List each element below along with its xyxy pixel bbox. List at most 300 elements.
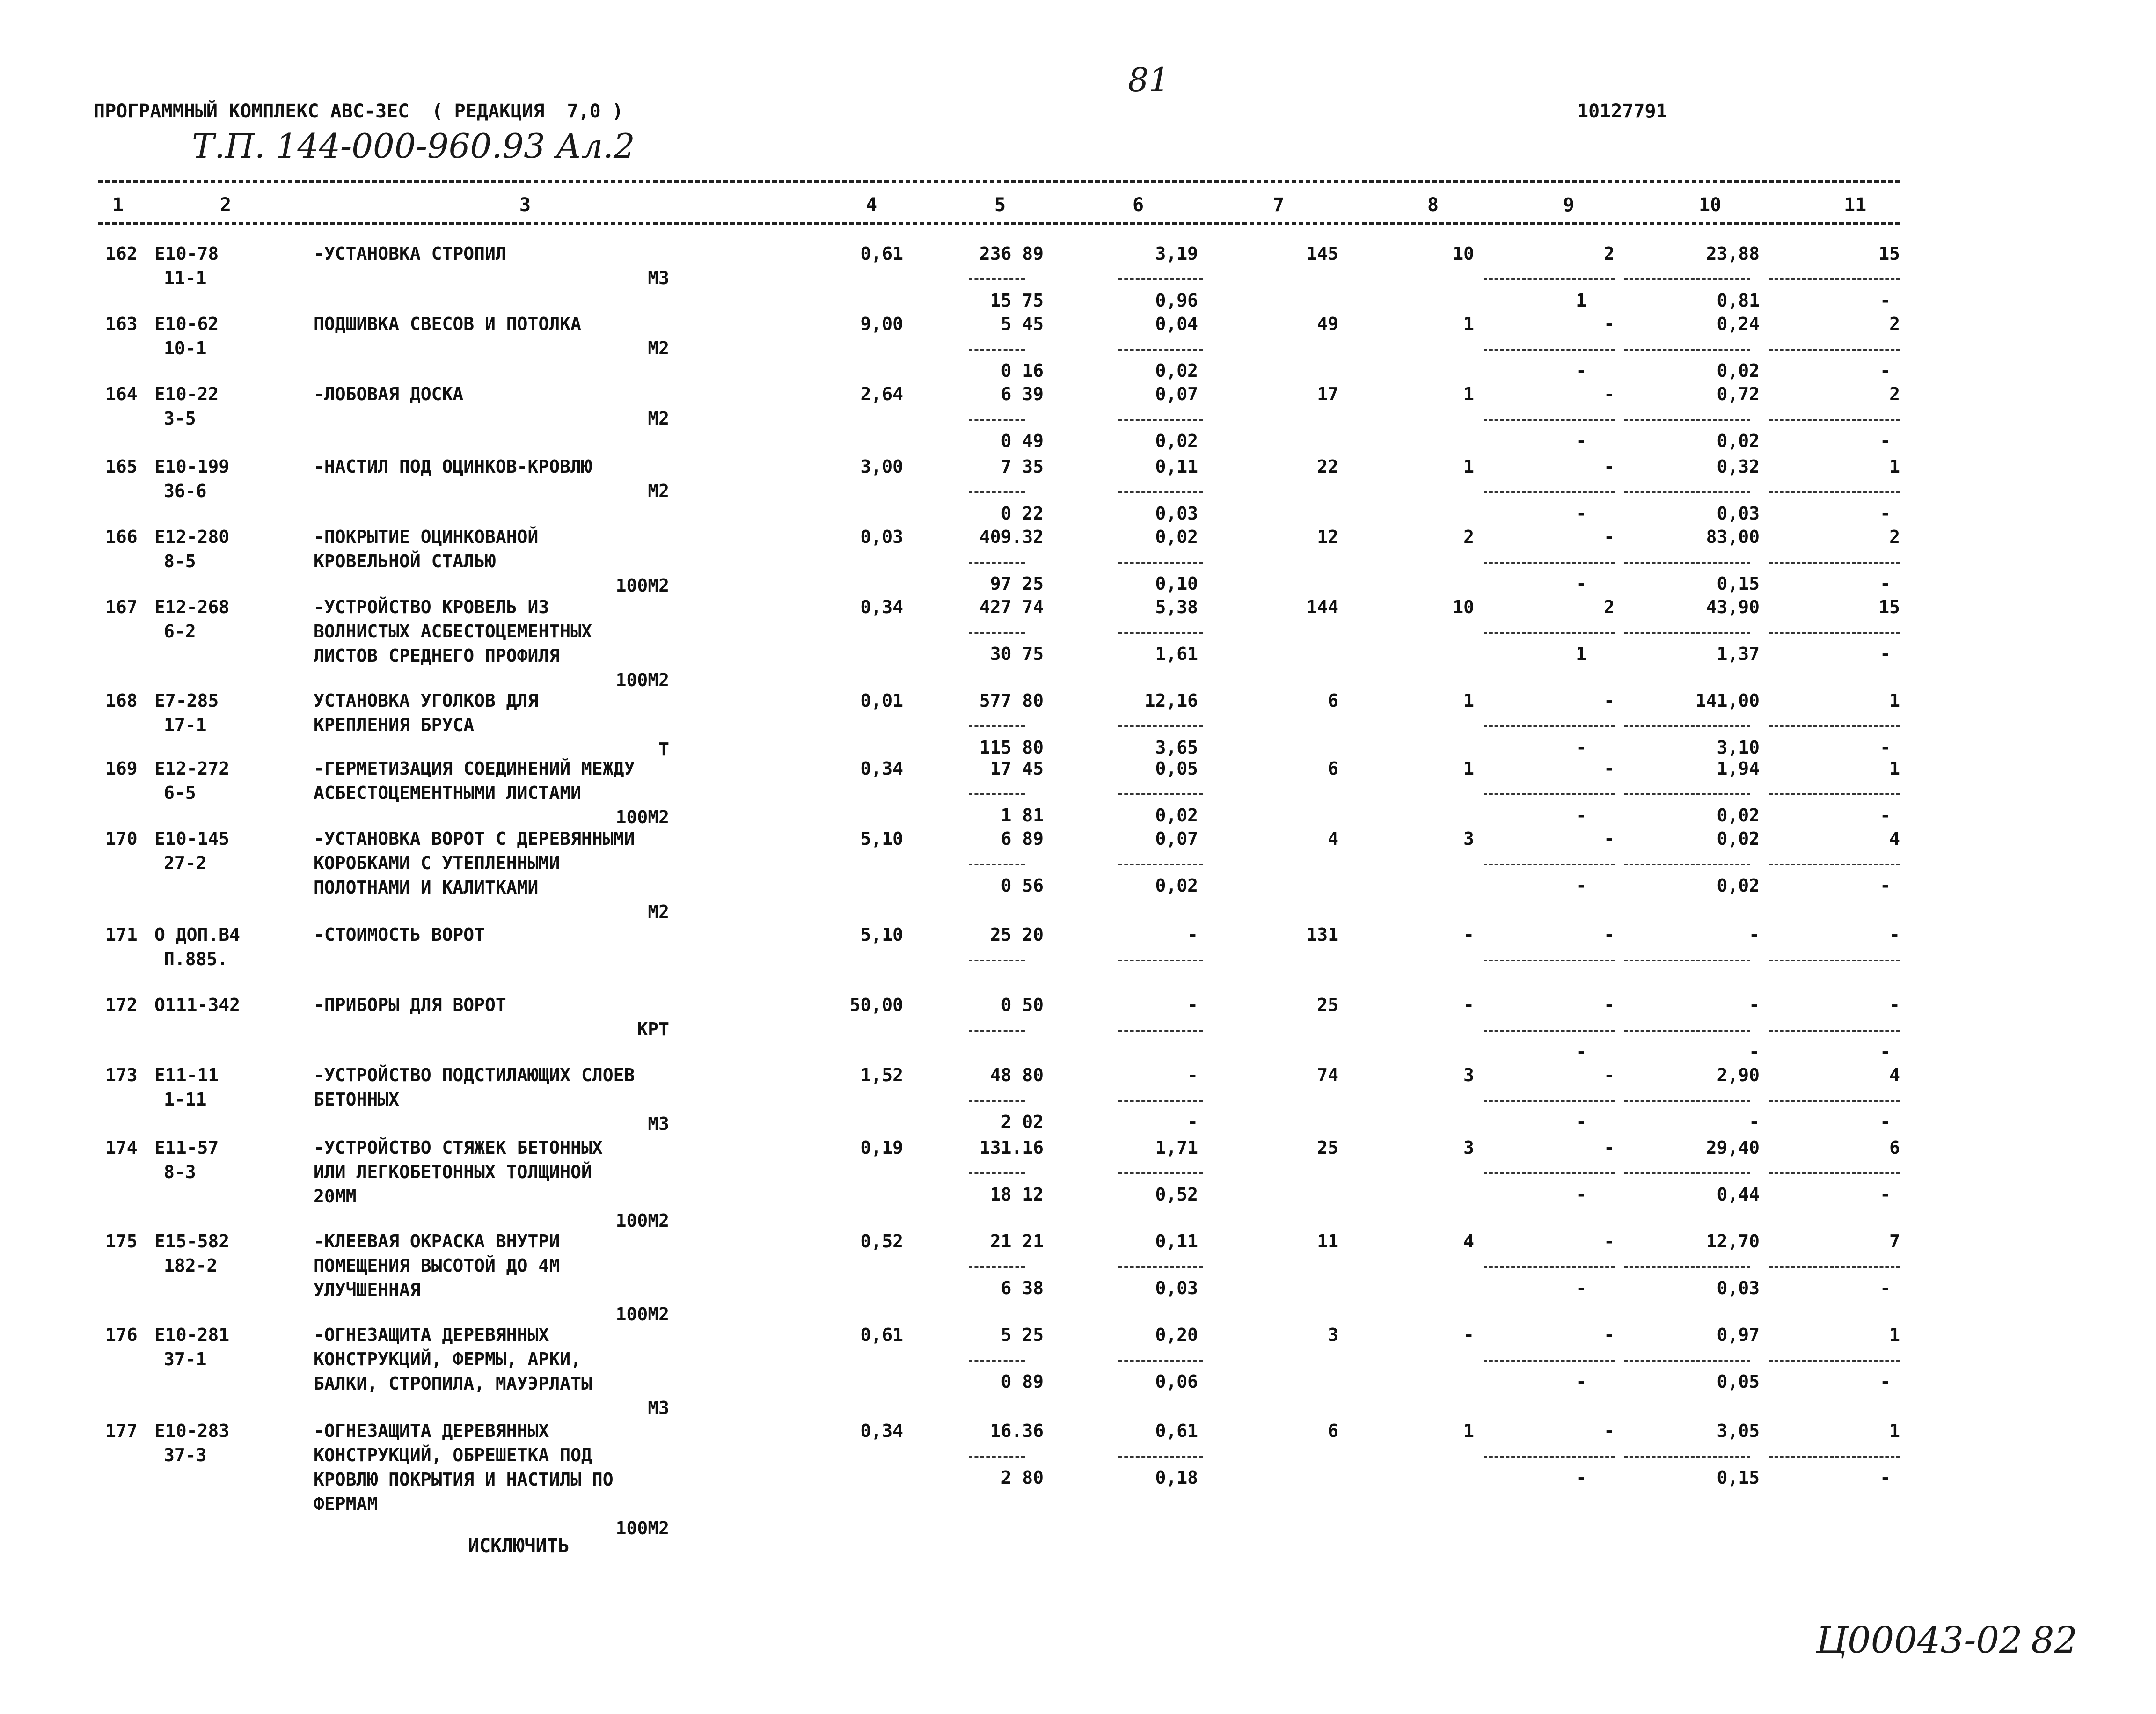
total-cost: 0,11	[1155, 456, 1198, 477]
total-cost: 1,71	[1155, 1137, 1198, 1158]
col10-sub: 1,37	[1717, 644, 1760, 664]
unit-cost-sub: 0 49	[1001, 431, 1044, 451]
row-separator	[1769, 419, 1900, 421]
col8-value: -	[1463, 995, 1474, 1015]
row-separator	[1484, 1030, 1615, 1032]
total-cost: 0,61	[1155, 1421, 1198, 1441]
col11-value: 2	[1889, 527, 1900, 547]
col11-sub: -	[1880, 805, 1891, 826]
norm-code: Е10-199	[154, 456, 230, 477]
row-separator	[1769, 864, 1900, 865]
unit-of-measure: М3	[648, 268, 669, 288]
col10-value: 83,00	[1706, 527, 1760, 547]
work-description: -ОГНЕЗАЩИТА ДЕРЕВЯННЫХ	[314, 1421, 549, 1441]
unit-cost: 48 80	[990, 1065, 1044, 1085]
col7-value: 3	[1328, 1325, 1338, 1345]
total-cost-sub: 0,96	[1155, 290, 1198, 311]
row-separator	[1769, 1030, 1900, 1032]
row-separator	[1624, 864, 1750, 865]
col7-value: 145	[1306, 243, 1338, 264]
col9-sub: 1	[1576, 644, 1586, 664]
row-separator	[969, 1100, 1025, 1102]
col9-value: -	[1604, 527, 1615, 547]
row-separator	[1769, 632, 1900, 634]
col7-value: 25	[1317, 1137, 1338, 1158]
col-header-2: 2	[220, 194, 232, 216]
total-cost-sub: 3,65	[1155, 737, 1198, 758]
col9-sub: -	[1576, 875, 1586, 896]
col9-value: -	[1604, 924, 1615, 945]
quantity: 3,00	[860, 456, 903, 477]
quantity: 0,34	[860, 597, 903, 617]
row-separator	[1484, 349, 1615, 351]
header-rule-bottom	[98, 222, 1900, 225]
work-description: УЛУЧШЕННАЯ	[314, 1280, 421, 1300]
total-cost-sub: 0,06	[1155, 1371, 1198, 1392]
col10-value: 29,40	[1706, 1137, 1760, 1158]
row-separator	[969, 1456, 1025, 1458]
col10-value: 1,94	[1717, 758, 1760, 779]
col9-value: -	[1604, 1325, 1615, 1345]
norm-code: Е10-283	[154, 1421, 230, 1441]
work-description: ПОЛОТНАМИ И КАЛИТКАМИ	[314, 877, 539, 898]
total-cost-sub: 0,18	[1155, 1467, 1198, 1488]
col7-value: 131	[1306, 924, 1338, 945]
unit-of-measure: М2	[648, 901, 669, 922]
row-separator	[1118, 960, 1203, 961]
norm-code-sub: 8-5	[164, 551, 196, 571]
col11-value: 4	[1889, 1065, 1900, 1085]
col11-value: 15	[1878, 243, 1900, 264]
total-cost: 3,19	[1155, 243, 1198, 264]
row-separator	[1769, 1456, 1900, 1458]
col7-value: 144	[1306, 597, 1338, 617]
col9-value: -	[1604, 995, 1615, 1015]
unit-cost: 16.36	[990, 1421, 1044, 1441]
norm-code-sub: 10-1	[164, 338, 207, 359]
col7-value: 4	[1328, 828, 1338, 849]
norm-code: Е10-78	[154, 243, 219, 264]
col10-sub: 0,02	[1717, 805, 1760, 826]
col10-value: 3,05	[1717, 1421, 1760, 1441]
row-separator	[1769, 278, 1900, 280]
row-number: 173	[105, 1065, 138, 1085]
row-number: 170	[105, 828, 138, 849]
row-separator	[1484, 1456, 1615, 1458]
col8-value: -	[1463, 1325, 1474, 1345]
col8-value: 1	[1463, 384, 1474, 404]
col11-value: -	[1889, 995, 1900, 1015]
col10-value: 23,88	[1706, 243, 1760, 264]
quantity: 5,10	[860, 924, 903, 945]
col10-sub: 0,15	[1717, 573, 1760, 594]
row-separator	[1484, 1172, 1615, 1174]
total-cost: -	[1187, 995, 1198, 1015]
total-cost: 5,38	[1155, 597, 1198, 617]
col10-value: 0,72	[1717, 384, 1760, 404]
col10-value: 43,90	[1706, 597, 1760, 617]
col11-value: -	[1889, 924, 1900, 945]
total-cost-sub: 0,10	[1155, 573, 1198, 594]
norm-code-sub: 8-3	[164, 1162, 196, 1182]
col9-value: -	[1604, 456, 1615, 477]
stamp-code: Ц00043-02	[1816, 1619, 2023, 1662]
unit-of-measure: КРТ	[637, 1019, 669, 1040]
total-cost: 0,07	[1155, 828, 1198, 849]
total-cost: 0,20	[1155, 1325, 1198, 1345]
col11-value: 2	[1889, 314, 1900, 334]
col8-value: 3	[1463, 1065, 1474, 1085]
col9-sub: -	[1576, 1278, 1586, 1298]
row-separator	[969, 793, 1025, 795]
norm-code: Е10-62	[154, 314, 219, 334]
row-separator	[1118, 725, 1203, 727]
work-description: БАЛКИ, СТРОПИЛА, МАУЭРЛАТЫ	[314, 1373, 592, 1394]
row-separator	[1624, 1100, 1750, 1102]
work-description: ПОМЕЩЕНИЯ ВЫСОТОЙ ДО 4М	[314, 1255, 560, 1276]
total-cost: 0,05	[1155, 758, 1198, 779]
unit-cost-sub: 18 12	[990, 1184, 1044, 1205]
norm-code: Е12-280	[154, 527, 230, 547]
work-description: ИЛИ ЛЕГКОБЕТОННЫХ ТОЛЩИНОЙ	[314, 1162, 592, 1182]
row-separator	[1484, 864, 1615, 865]
col8-value: -	[1463, 924, 1474, 945]
quantity: 0,52	[860, 1231, 903, 1252]
row-separator	[1118, 491, 1203, 493]
norm-code: Е7-285	[154, 690, 219, 711]
row-separator	[969, 1266, 1025, 1268]
row-number: 174	[105, 1137, 138, 1158]
col10-value: -	[1749, 995, 1760, 1015]
footer-note: ИСКЛЮЧИТЬ	[468, 1535, 570, 1557]
total-cost-sub: -	[1187, 1112, 1198, 1132]
col9-sub: -	[1576, 805, 1586, 826]
row-separator	[1769, 960, 1900, 961]
quantity: 9,00	[860, 314, 903, 334]
work-description: ПОДШИВКА СВЕСОВ И ПОТОЛКА	[314, 314, 581, 334]
work-description: -ПОКРЫТИЕ ОЦИНКОВАНОЙ	[314, 527, 539, 547]
col7-value: 6	[1328, 690, 1338, 711]
unit-cost: 21 21	[990, 1231, 1044, 1252]
row-separator	[969, 1172, 1025, 1174]
col8-value: 2	[1463, 527, 1474, 547]
unit-cost-sub: 2 02	[1001, 1112, 1044, 1132]
col11-value: 1	[1889, 456, 1900, 477]
col9-value: -	[1604, 1231, 1615, 1252]
norm-code-sub: 6-5	[164, 783, 196, 803]
page-number-bottom: 82	[2031, 1619, 2078, 1662]
col9-value: -	[1604, 384, 1615, 404]
work-description: -УСТРОЙСТВО СТЯЖЕК БЕТОННЫХ	[314, 1137, 603, 1158]
norm-code-sub: 36-6	[164, 481, 207, 501]
unit-cost: 17 45	[990, 758, 1044, 779]
row-separator	[969, 349, 1025, 351]
row-separator	[1484, 793, 1615, 795]
col11-value: 7	[1889, 1231, 1900, 1252]
row-separator	[1769, 793, 1900, 795]
col10-value: 12,70	[1706, 1231, 1760, 1252]
col7-value: 17	[1317, 384, 1338, 404]
col11-sub: -	[1880, 503, 1891, 524]
col10-value: 2,90	[1717, 1065, 1760, 1085]
col8-value: 1	[1463, 1421, 1474, 1441]
row-separator	[1769, 1266, 1900, 1268]
row-separator	[969, 725, 1025, 727]
row-separator	[1769, 725, 1900, 727]
row-separator	[1624, 725, 1750, 727]
col11-sub: -	[1880, 1041, 1891, 1062]
col10-value: 0,24	[1717, 314, 1760, 334]
row-separator	[1624, 1456, 1750, 1458]
col9-sub: -	[1576, 360, 1586, 381]
row-separator	[1118, 1100, 1203, 1102]
col10-value: 0,02	[1717, 828, 1760, 849]
norm-code: Е15-582	[154, 1231, 230, 1252]
unit-of-measure: 100М2	[615, 1518, 669, 1538]
unit-cost-sub: 2 80	[1001, 1467, 1044, 1488]
col10-value: 0,97	[1717, 1325, 1760, 1345]
total-cost-sub: 0,02	[1155, 805, 1198, 826]
unit-cost: 25 20	[990, 924, 1044, 945]
unit-of-measure: 100М2	[615, 670, 669, 690]
row-separator	[1118, 1172, 1203, 1174]
total-cost: -	[1187, 924, 1198, 945]
col11-value: 4	[1889, 828, 1900, 849]
row-number: 164	[105, 384, 138, 404]
norm-code: О111-342	[154, 995, 241, 1015]
col9-sub: -	[1576, 1041, 1586, 1062]
col8-value: 1	[1463, 758, 1474, 779]
work-description: 20ММ	[314, 1186, 357, 1207]
row-separator	[1118, 1030, 1203, 1032]
col9-value: -	[1604, 1137, 1615, 1158]
unit-of-measure: М3	[648, 1398, 669, 1418]
quantity: 0,19	[860, 1137, 903, 1158]
quantity: 0,03	[860, 527, 903, 547]
total-cost-sub: 0,52	[1155, 1184, 1198, 1205]
doc-code: 10127791	[1577, 101, 1667, 122]
row-separator	[1484, 562, 1615, 564]
norm-code-sub: 27-2	[164, 853, 207, 873]
work-description: БЕТОННЫХ	[314, 1089, 400, 1110]
work-description: КРОВЛЮ ПОКРЫТИЯ И НАСТИЛЫ ПО	[314, 1469, 614, 1490]
norm-code-sub: 1-11	[164, 1089, 207, 1110]
col11-value: 1	[1889, 690, 1900, 711]
unit-cost-sub: 15 75	[990, 290, 1044, 311]
col10-value: -	[1749, 924, 1760, 945]
row-separator	[1118, 562, 1203, 564]
unit-of-measure: 100М2	[615, 807, 669, 828]
work-description: -СТОИМОСТЬ ВОРОТ	[314, 924, 485, 945]
unit-cost: 7 35	[1001, 456, 1044, 477]
row-separator	[1118, 1360, 1203, 1362]
row-separator	[1484, 419, 1615, 421]
col9-sub: -	[1576, 1467, 1586, 1488]
row-separator	[1769, 1100, 1900, 1102]
total-cost-sub: 0,02	[1155, 875, 1198, 896]
col9-sub: -	[1576, 573, 1586, 594]
row-separator	[969, 632, 1025, 634]
unit-cost: 409.32	[979, 527, 1044, 547]
work-description: КОНСТРУКЦИЙ, ОБРЕШЕТКА ПОД	[314, 1445, 592, 1465]
row-separator	[969, 278, 1025, 280]
work-description: -УСТРОЙСТВО КРОВЕЛЬ ИЗ	[314, 597, 549, 617]
col9-sub: -	[1576, 1112, 1586, 1132]
col8-value: 3	[1463, 1137, 1474, 1158]
work-description: КОНСТРУКЦИЙ, ФЕРМЫ, АРКИ,	[314, 1349, 581, 1370]
unit-cost: 0 50	[1001, 995, 1044, 1015]
row-number: 162	[105, 243, 138, 264]
col7-value: 22	[1317, 456, 1338, 477]
col8-value: 1	[1463, 314, 1474, 334]
norm-code-sub: 6-2	[164, 621, 196, 642]
col7-value: 25	[1317, 995, 1338, 1015]
unit-cost: 131.16	[979, 1137, 1044, 1158]
unit-cost-sub: 0 56	[1001, 875, 1044, 896]
program-header: ПРОГРАММНЫЙ КОМПЛЕКС АВС-ЗЕС ( РЕДАКЦИЯ 7,0 )	[94, 101, 623, 122]
col9-value: 2	[1604, 597, 1615, 617]
row-separator	[1624, 1030, 1750, 1032]
col11-value: 1	[1889, 1325, 1900, 1345]
row-separator	[1624, 419, 1750, 421]
work-description: -ГЕРМЕТИЗАЦИЯ СОЕДИНЕНИЙ МЕЖДУ	[314, 758, 635, 779]
row-separator	[1769, 1360, 1900, 1362]
row-number: 168	[105, 690, 138, 711]
col9-sub: -	[1576, 1371, 1586, 1392]
row-separator	[1769, 562, 1900, 564]
unit-of-measure: М3	[648, 1113, 669, 1134]
col-header-1: 1	[112, 194, 124, 216]
col9-value: -	[1604, 758, 1615, 779]
row-number: 166	[105, 527, 138, 547]
col10-sub: 0,02	[1717, 431, 1760, 451]
unit-cost-sub: 97 25	[990, 573, 1044, 594]
norm-code-sub: П.885.	[164, 949, 228, 969]
col-header-11: 11	[1844, 194, 1867, 216]
col8-value: 10	[1453, 597, 1474, 617]
norm-code: Е11-57	[154, 1137, 219, 1158]
col10-sub: 0,03	[1717, 503, 1760, 524]
quantity: 50,00	[849, 995, 903, 1015]
row-separator	[1624, 278, 1750, 280]
unit-cost-sub: 0 89	[1001, 1371, 1044, 1392]
page-number-top: 81	[1128, 61, 1170, 99]
col9-value: -	[1604, 690, 1615, 711]
col11-sub: -	[1880, 431, 1891, 451]
total-cost-sub: 0,03	[1155, 503, 1198, 524]
col10-sub: -	[1749, 1112, 1760, 1132]
col11-sub: -	[1880, 1467, 1891, 1488]
norm-code: Е10-145	[154, 828, 230, 849]
col8-value: 4	[1463, 1231, 1474, 1252]
row-separator	[969, 864, 1025, 865]
unit-of-measure: 100М2	[615, 1210, 669, 1231]
row-separator	[969, 960, 1025, 961]
col-header-8: 8	[1427, 194, 1439, 216]
row-separator	[1624, 632, 1750, 634]
row-number: 167	[105, 597, 138, 617]
work-description: КОРОБКАМИ С УТЕПЛЕННЫМИ	[314, 853, 560, 873]
col9-value: -	[1604, 1065, 1615, 1085]
unit-of-measure: М2	[648, 338, 669, 359]
work-description: -УСТРОЙСТВО ПОДСТИЛАЮЩИХ СЛОЕВ	[314, 1065, 635, 1085]
total-cost: 12,16	[1144, 690, 1198, 711]
unit-cost-sub: 1 81	[1001, 805, 1044, 826]
row-separator	[1484, 491, 1615, 493]
row-number: 175	[105, 1231, 138, 1252]
col-header-10: 10	[1699, 194, 1722, 216]
work-description: -ПРИБОРЫ ДЛЯ ВОРОТ	[314, 995, 506, 1015]
col7-value: 6	[1328, 758, 1338, 779]
quantity: 0,34	[860, 758, 903, 779]
row-separator	[1118, 632, 1203, 634]
norm-code-sub: 11-1	[164, 268, 207, 288]
unit-cost-sub: 6 38	[1001, 1278, 1044, 1298]
col8-value: 10	[1453, 243, 1474, 264]
unit-cost-sub: 115 80	[979, 737, 1044, 758]
row-separator	[1118, 864, 1203, 865]
col9-value: -	[1604, 1421, 1615, 1441]
row-separator	[969, 562, 1025, 564]
work-description: -ЛОБОВАЯ ДОСКА	[314, 384, 464, 404]
col7-value: 6	[1328, 1421, 1338, 1441]
col-header-4: 4	[866, 194, 877, 216]
work-description: УСТАНОВКА УГОЛКОВ ДЛЯ	[314, 690, 539, 711]
row-separator	[1624, 1266, 1750, 1268]
col11-sub: -	[1880, 875, 1891, 896]
row-separator	[1484, 1266, 1615, 1268]
row-separator	[969, 419, 1025, 421]
col11-sub: -	[1880, 290, 1891, 311]
unit-cost: 5 45	[1001, 314, 1044, 334]
col-header-7: 7	[1273, 194, 1285, 216]
norm-code-sub: 182-2	[164, 1255, 218, 1276]
row-number: 176	[105, 1325, 138, 1345]
work-description: -ОГНЕЗАЩИТА ДЕРЕВЯННЫХ	[314, 1325, 549, 1345]
col10-sub: 0,81	[1717, 290, 1760, 311]
unit-cost: 5 25	[1001, 1325, 1044, 1345]
col11-sub: -	[1880, 360, 1891, 381]
norm-code-sub: 37-1	[164, 1349, 207, 1370]
col11-sub: -	[1880, 1184, 1891, 1205]
col11-sub: -	[1880, 1278, 1891, 1298]
row-separator	[1769, 349, 1900, 351]
unit-of-measure: 100М2	[615, 1304, 669, 1325]
work-description: ВОЛНИСТЫХ АСБЕСТОЦЕМЕНТНЫХ	[314, 621, 592, 642]
norm-code: О ДОП.В4	[154, 924, 241, 945]
work-description: КРОВЕЛЬНОЙ СТАЛЬЮ	[314, 551, 496, 571]
row-separator	[1118, 793, 1203, 795]
row-separator	[1624, 562, 1750, 564]
col10-value: 141,00	[1695, 690, 1760, 711]
col10-sub: 0,03	[1717, 1278, 1760, 1298]
work-description: АСБЕСТОЦЕМЕНТНЫМИ ЛИСТАМИ	[314, 783, 581, 803]
col8-value: 3	[1463, 828, 1474, 849]
col11-value: 15	[1878, 597, 1900, 617]
unit-cost-sub: 0 22	[1001, 503, 1044, 524]
unit-of-measure: 100М2	[615, 575, 669, 596]
row-separator	[1484, 1360, 1615, 1362]
row-number: 169	[105, 758, 138, 779]
work-description: -УСТАНОВКА СТРОПИЛ	[314, 243, 506, 264]
col11-sub: -	[1880, 1371, 1891, 1392]
col9-sub: -	[1576, 1184, 1586, 1205]
col10-sub: 0,15	[1717, 1467, 1760, 1488]
unit-cost: 427 74	[979, 597, 1044, 617]
col11-sub: -	[1880, 1112, 1891, 1132]
row-separator	[969, 1360, 1025, 1362]
row-separator	[1484, 632, 1615, 634]
